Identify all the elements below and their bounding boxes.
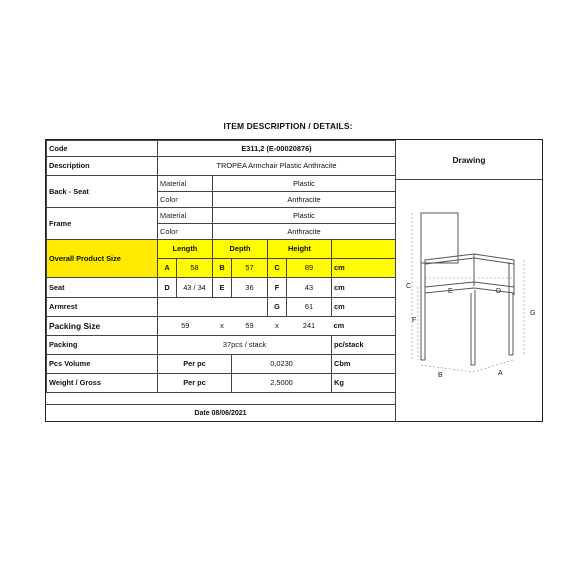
packing-size-height: 241 [287, 317, 332, 336]
packing-size-row [47, 317, 396, 336]
code-row [47, 141, 396, 157]
dim-c-value: 89 [287, 259, 332, 278]
description-label: Description [47, 157, 158, 176]
dim-c-letter: C [268, 259, 287, 278]
dim-g-value: 61 [287, 298, 332, 317]
length-label: Length [158, 240, 213, 259]
overall-header-blank [332, 240, 396, 259]
chair-armrest [425, 254, 514, 264]
packing-row [47, 336, 396, 355]
packing-size-label: Packing Size [47, 317, 158, 336]
frame-material: Plastic [213, 208, 396, 224]
back-seat-color-label: Color [158, 192, 213, 208]
weight-row [47, 374, 396, 393]
code-label: Code [47, 141, 158, 157]
weight-value: 2,5000 [232, 374, 332, 393]
date-footer: Date 08/06/2021 [46, 404, 395, 421]
pcs-volume-row [47, 355, 396, 374]
spec-table [46, 140, 396, 393]
back-seat-material-row [47, 176, 396, 192]
armrest-label: Armrest [47, 298, 158, 317]
packing-size-x2: x [268, 317, 287, 336]
code-value: E311,2 (E-00020876) [158, 141, 396, 157]
back-seat-material-label: Material [158, 176, 213, 192]
back-seat-color: Anthracite [213, 192, 396, 208]
armrest-unit: cm [332, 298, 396, 317]
diagram-label-d: D [496, 288, 502, 295]
diagram-label-g: G [530, 310, 536, 317]
diagram-label-a: A [498, 370, 503, 377]
drawing-label: Drawing [396, 140, 542, 180]
dim-f-value: 43 [287, 278, 332, 298]
pcs-volume-label: Pcs Volume [47, 355, 158, 374]
dim-e-value: 36 [232, 278, 268, 298]
frame-material-label: Material [158, 208, 213, 224]
dim-line-a [473, 360, 513, 372]
diagram-label-b: B [438, 372, 443, 379]
packing-value: 37pcs / stack [158, 336, 332, 355]
armrest-row [47, 298, 396, 317]
packing-unit: pc/stack [332, 336, 396, 355]
packing-size-unit: cm [332, 317, 396, 336]
chair-diagram [396, 180, 542, 420]
dim-a-value: 58 [177, 259, 213, 278]
packing-size-x1: x [213, 317, 232, 336]
seat-label: Seat [47, 278, 158, 298]
dim-line-b [421, 365, 473, 372]
dim-d-letter: D [158, 278, 177, 298]
chair-backrest [421, 213, 458, 263]
height-label: Height [268, 240, 332, 259]
weight-per: Per pc [158, 374, 232, 393]
frame-color-label: Color [158, 224, 213, 240]
page-title: ITEM DESCRIPTION / DETAILS: [223, 121, 353, 131]
pcs-volume-unit: Cbm [332, 355, 396, 374]
diagram-label-c: C [406, 283, 412, 290]
back-seat-material: Plastic [213, 176, 396, 192]
packing-size-width: 59 [232, 317, 268, 336]
drawing-panel [395, 140, 542, 421]
frame-label: Frame [47, 208, 158, 240]
seat-unit: cm [332, 278, 396, 298]
overall-size-label: Overall Product Size [47, 240, 158, 278]
dim-a-letter: A [158, 259, 177, 278]
dim-f-letter: F [268, 278, 287, 298]
weight-unit: Kg [332, 374, 396, 393]
description-row [47, 157, 396, 176]
frame-color: Anthracite [213, 224, 396, 240]
frame-material-row [47, 208, 396, 224]
dim-b-letter: B [213, 259, 232, 278]
depth-label: Depth [213, 240, 268, 259]
dim-d-value: 43 / 34 [177, 278, 213, 298]
overall-header-row [47, 240, 396, 259]
packing-label: Packing [47, 336, 158, 355]
pcs-volume-value: 0,0230 [232, 355, 332, 374]
packing-size-length: 59 [158, 317, 213, 336]
dim-b-value: 57 [232, 259, 268, 278]
spec-sheet [45, 139, 543, 422]
seat-row [47, 278, 396, 298]
dim-e-letter: E [213, 278, 232, 298]
armrest-blank [158, 298, 268, 317]
diagram-label-e: E [448, 288, 453, 295]
overall-unit: cm [332, 259, 396, 278]
pcs-volume-per: Per pc [158, 355, 232, 374]
diagram-label-f: F [412, 317, 417, 324]
back-seat-label: Back - Seat [47, 176, 158, 208]
dim-g-letter: G [268, 298, 287, 317]
description-value: TROPEA Armchair Plastic Anthracite [158, 157, 396, 176]
weight-label: Weight / Gross [47, 374, 158, 393]
